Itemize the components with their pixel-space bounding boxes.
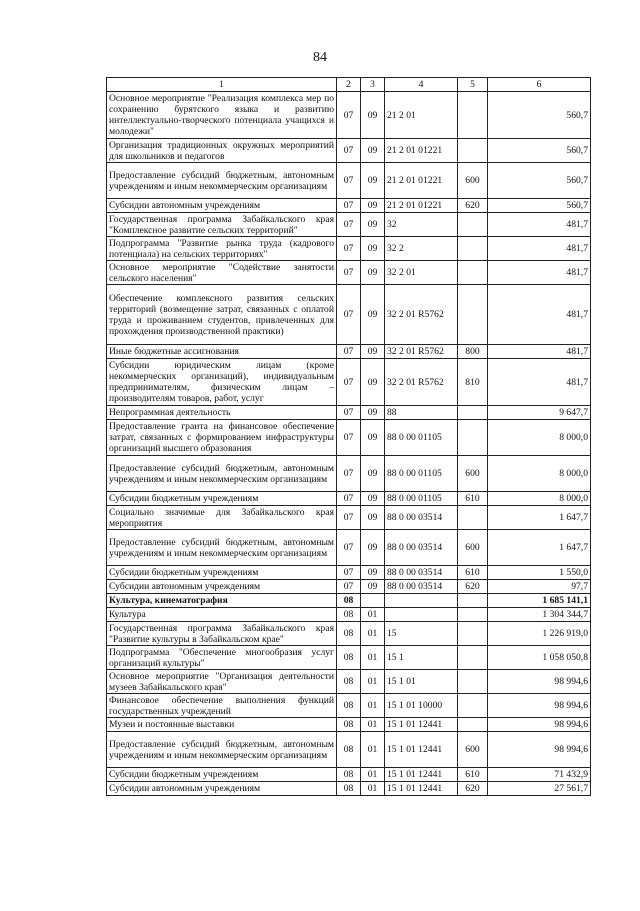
subsection-code: 09 — [361, 261, 385, 285]
target-article-code: 88 0 00 01105 — [385, 492, 458, 506]
table-row — [107, 456, 591, 492]
section-code: 08 — [337, 768, 361, 782]
table-row — [107, 768, 591, 782]
item-name: Субсидии юридическим лицам (кроме некоммерческих организаций), индивидуальным предпринимателям, физическим лицам – производителям товаров, работ, услуг — [107, 359, 337, 406]
col-header-target-article: 4 — [385, 78, 458, 92]
table-row — [107, 359, 591, 406]
amount: 71 432,9 — [488, 768, 591, 782]
expense-type-code — [458, 406, 488, 420]
item-name: Основное мероприятие "Реализация комплекса мер по сохранению бурятского языка и развитию интеллектуально-творческого потенциала учащихся и молодежи" — [107, 92, 337, 139]
section-code: 08 — [337, 594, 361, 608]
section-code: 07 — [337, 213, 361, 237]
subsection-code: 09 — [361, 345, 385, 359]
page-number: 84 — [313, 50, 327, 65]
target-article-code: 88 0 00 03514 — [385, 530, 458, 566]
amount: 481,7 — [488, 345, 591, 359]
section-code: 07 — [337, 456, 361, 492]
section-code: 08 — [337, 694, 361, 718]
target-article-code: 32 — [385, 213, 458, 237]
section-code: 08 — [337, 646, 361, 670]
section-code: 07 — [337, 406, 361, 420]
section-code: 07 — [337, 492, 361, 506]
expense-type-code: 610 — [458, 768, 488, 782]
subsection-code: 09 — [361, 163, 385, 199]
table-row — [107, 622, 591, 646]
target-article-code — [385, 608, 458, 622]
table-row — [107, 594, 591, 608]
expense-type-code: 620 — [458, 580, 488, 594]
section-code: 08 — [337, 608, 361, 622]
target-article-code: 15 — [385, 622, 458, 646]
subsection-code: 09 — [361, 456, 385, 492]
item-name: Субсидии бюджетным учреждениям — [107, 566, 337, 580]
table-row — [107, 163, 591, 199]
subsection-code — [361, 594, 385, 608]
section-code: 07 — [337, 139, 361, 163]
section-code: 07 — [337, 530, 361, 566]
item-name: Подпрограмма "Развитие рынка труда (кадрового потенциала) на сельских территориях" — [107, 237, 337, 261]
target-article-code: 32 2 01 — [385, 261, 458, 285]
target-article-code: 32 2 01 R5762 — [385, 285, 458, 345]
amount: 1 058 050,8 — [488, 646, 591, 670]
expense-type-code — [458, 92, 488, 139]
target-article-code: 32 2 01 R5762 — [385, 345, 458, 359]
expense-type-code — [458, 594, 488, 608]
subsection-code: 09 — [361, 199, 385, 213]
subsection-code: 01 — [361, 694, 385, 718]
target-article-code: 21 2 01 01221 — [385, 199, 458, 213]
expense-type-code: 600 — [458, 732, 488, 768]
table-row — [107, 237, 591, 261]
item-name: Иные бюджетные ассигнования — [107, 345, 337, 359]
table-row — [107, 506, 591, 530]
expense-type-code — [458, 506, 488, 530]
table-row — [107, 406, 591, 420]
subsection-code: 09 — [361, 406, 385, 420]
amount: 1 226 919,0 — [488, 622, 591, 646]
target-article-code: 15 1 01 12441 — [385, 782, 458, 796]
expense-type-code — [458, 608, 488, 622]
section-code: 07 — [337, 566, 361, 580]
subsection-code: 09 — [361, 420, 385, 456]
item-name: Предоставление субсидий бюджетным, автономным учреждениям и иным некоммерческим организациям — [107, 732, 337, 768]
amount: 98 994,6 — [488, 732, 591, 768]
section-code: 07 — [337, 199, 361, 213]
table-row — [107, 92, 591, 139]
table-header-row — [107, 78, 591, 92]
budget-table — [106, 77, 591, 796]
target-article-code: 88 0 00 03514 — [385, 506, 458, 530]
table-row — [107, 694, 591, 718]
section-code: 07 — [337, 580, 361, 594]
amount: 481,7 — [488, 237, 591, 261]
table-row — [107, 782, 591, 796]
expense-type-code — [458, 694, 488, 718]
table-row — [107, 345, 591, 359]
item-name: Финансовое обеспечение выполнения функций государственных учреждений — [107, 694, 337, 718]
item-name: Субсидии автономным учреждениям — [107, 199, 337, 213]
col-header-expense-type: 5 — [458, 78, 488, 92]
target-article-code: 15 1 01 12441 — [385, 732, 458, 768]
table-row — [107, 646, 591, 670]
amount: 1 304 344,7 — [488, 608, 591, 622]
section-code: 07 — [337, 285, 361, 345]
item-name: Субсидии бюджетным учреждениям — [107, 492, 337, 506]
amount: 27 561,7 — [488, 782, 591, 796]
col-header-amount: 6 — [488, 78, 591, 92]
subsection-code: 01 — [361, 768, 385, 782]
target-article-code: 21 2 01 01221 — [385, 163, 458, 199]
item-name: Основное мероприятие "Содействие занятости сельского населения" — [107, 261, 337, 285]
section-code: 08 — [337, 782, 361, 796]
amount: 481,7 — [488, 359, 591, 406]
amount: 1 647,7 — [488, 506, 591, 530]
item-name: Государственная программа Забайкальского края "Развитие культуры в Забайкальском крае" — [107, 622, 337, 646]
expense-type-code — [458, 646, 488, 670]
expense-type-code — [458, 237, 488, 261]
subsection-code: 09 — [361, 285, 385, 345]
item-name: Музеи и постоянные выставки — [107, 718, 337, 732]
expense-type-code: 610 — [458, 566, 488, 580]
table-row — [107, 199, 591, 213]
section-code: 08 — [337, 670, 361, 694]
amount: 8 000,0 — [488, 456, 591, 492]
table-row — [107, 285, 591, 345]
subsection-code: 09 — [361, 580, 385, 594]
target-article-code: 32 2 — [385, 237, 458, 261]
expense-type-code: 600 — [458, 456, 488, 492]
expense-type-code — [458, 285, 488, 345]
amount: 8 000,0 — [488, 420, 591, 456]
table-row — [107, 139, 591, 163]
target-article-code: 88 0 00 01105 — [385, 456, 458, 492]
subsection-code: 09 — [361, 237, 385, 261]
subsection-code: 09 — [361, 566, 385, 580]
section-code: 07 — [337, 163, 361, 199]
section-code: 08 — [337, 732, 361, 768]
subsection-code: 01 — [361, 718, 385, 732]
table-row — [107, 261, 591, 285]
item-name: Организация традиционных окружных мероприятий для школьников и педагогов — [107, 139, 337, 163]
amount: 481,7 — [488, 213, 591, 237]
table-body — [107, 92, 591, 796]
table-row — [107, 492, 591, 506]
target-article-code: 15 1 01 — [385, 670, 458, 694]
expense-type-code: 620 — [458, 782, 488, 796]
expense-type-code: 800 — [458, 345, 488, 359]
col-header-section: 2 — [337, 78, 361, 92]
amount: 1 550,0 — [488, 566, 591, 580]
amount: 560,7 — [488, 199, 591, 213]
item-name: Предоставление гранта на финансовое обеспечение затрат, связанных с формированием инфраструктуры организаций высшего образования — [107, 420, 337, 456]
amount: 1 647,7 — [488, 530, 591, 566]
expense-type-code: 600 — [458, 163, 488, 199]
amount: 97,7 — [488, 580, 591, 594]
subsection-code: 01 — [361, 782, 385, 796]
amount: 481,7 — [488, 261, 591, 285]
expense-type-code — [458, 213, 488, 237]
amount: 560,7 — [488, 139, 591, 163]
amount: 98 994,6 — [488, 670, 591, 694]
expense-type-code — [458, 670, 488, 694]
target-article-code: 88 0 00 01105 — [385, 420, 458, 456]
section-code: 07 — [337, 92, 361, 139]
subsection-code: 09 — [361, 506, 385, 530]
amount: 98 994,6 — [488, 718, 591, 732]
target-article-code — [385, 594, 458, 608]
item-name: Субсидии автономным учреждениям — [107, 580, 337, 594]
amount: 560,7 — [488, 163, 591, 199]
subsection-code: 09 — [361, 530, 385, 566]
item-name: Социально значимые для Забайкальского края мероприятия — [107, 506, 337, 530]
section-code: 07 — [337, 506, 361, 530]
subsection-code: 01 — [361, 670, 385, 694]
table-row — [107, 213, 591, 237]
item-name: Непрограммная деятельность — [107, 406, 337, 420]
item-name: Субсидии бюджетным учреждениям — [107, 768, 337, 782]
item-name: Культура — [107, 608, 337, 622]
subsection-code: 09 — [361, 492, 385, 506]
item-name: Культура, кинематография — [107, 594, 337, 608]
target-article-code: 88 0 00 03514 — [385, 566, 458, 580]
target-article-code: 15 1 01 12441 — [385, 718, 458, 732]
expense-type-code: 810 — [458, 359, 488, 406]
subsection-code: 01 — [361, 646, 385, 670]
subsection-code: 01 — [361, 608, 385, 622]
expense-type-code — [458, 261, 488, 285]
amount: 8 000,0 — [488, 492, 591, 506]
target-article-code: 21 2 01 — [385, 92, 458, 139]
expense-type-code — [458, 420, 488, 456]
target-article-code: 15 1 01 10000 — [385, 694, 458, 718]
expense-type-code: 610 — [458, 492, 488, 506]
item-name: Субсидии автономным учреждениям — [107, 782, 337, 796]
subsection-code: 09 — [361, 359, 385, 406]
expense-type-code: 620 — [458, 199, 488, 213]
item-name: Государственная программа Забайкальского края "Комплексное развитие сельских территорий" — [107, 213, 337, 237]
item-name: Основное мероприятие "Организация деятельности музеев Забайкальского края" — [107, 670, 337, 694]
item-name: Предоставление субсидий бюджетным, автономным учреждениям и иным некоммерческим организациям — [107, 163, 337, 199]
section-code: 07 — [337, 237, 361, 261]
amount: 481,7 — [488, 285, 591, 345]
item-name: Подпрограмма "Обеспечение многообразия услуг организаций культуры" — [107, 646, 337, 670]
table-row — [107, 580, 591, 594]
amount: 9 647,7 — [488, 406, 591, 420]
expense-type-code — [458, 139, 488, 163]
section-code: 07 — [337, 420, 361, 456]
table-row — [107, 670, 591, 694]
subsection-code: 01 — [361, 732, 385, 768]
amount: 98 994,6 — [488, 694, 591, 718]
target-article-code: 88 — [385, 406, 458, 420]
amount: 560,7 — [488, 92, 591, 139]
item-name: Предоставление субсидий бюджетным, автономным учреждениям и иным некоммерческим организациям — [107, 530, 337, 566]
subsection-code: 09 — [361, 213, 385, 237]
section-code: 07 — [337, 261, 361, 285]
table-row — [107, 566, 591, 580]
table-row — [107, 718, 591, 732]
target-article-code: 15 1 01 12441 — [385, 768, 458, 782]
table-row — [107, 530, 591, 566]
subsection-code: 09 — [361, 139, 385, 163]
col-header-subsection: 3 — [361, 78, 385, 92]
section-code: 07 — [337, 359, 361, 406]
target-article-code: 88 0 00 03514 — [385, 580, 458, 594]
table-row — [107, 732, 591, 768]
item-name: Обеспечение комплексного развития сельских территорий (возмещение затрат, связанных с оплатой труда и проживанием студентов, привлеченных для прохождения производственной практики) — [107, 285, 337, 345]
subsection-code: 01 — [361, 622, 385, 646]
target-article-code: 21 2 01 01221 — [385, 139, 458, 163]
table-row — [107, 608, 591, 622]
section-code: 08 — [337, 622, 361, 646]
subsection-code: 09 — [361, 92, 385, 139]
item-name: Предоставление субсидий бюджетным, автономным учреждениям и иным некоммерческим организациям — [107, 456, 337, 492]
section-code: 08 — [337, 718, 361, 732]
table-row — [107, 420, 591, 456]
section-code: 07 — [337, 345, 361, 359]
amount: 1 685 141,1 — [488, 594, 591, 608]
expense-type-code: 600 — [458, 530, 488, 566]
col-header-name: 1 — [107, 78, 337, 92]
expense-type-code — [458, 622, 488, 646]
target-article-code: 15 1 — [385, 646, 458, 670]
target-article-code: 32 2 01 R5762 — [385, 359, 458, 406]
expense-type-code — [458, 718, 488, 732]
